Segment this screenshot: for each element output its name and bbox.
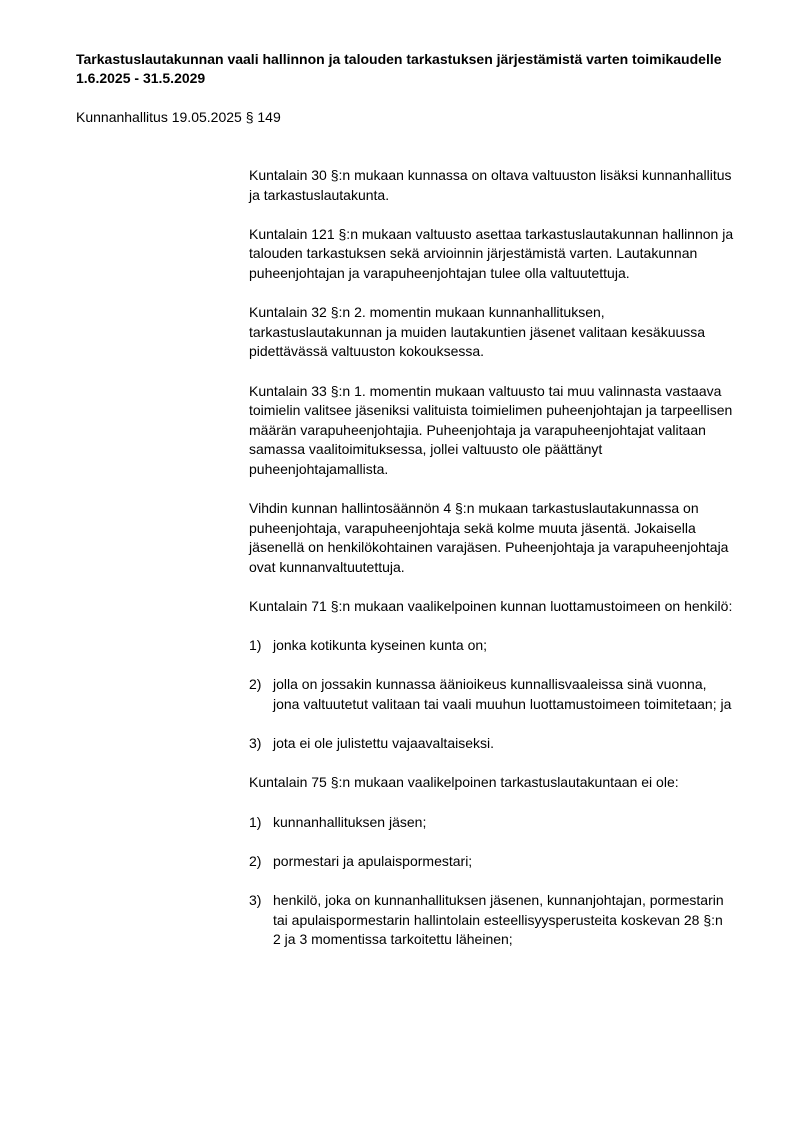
list-text: pormestari ja apulaispormestari; [273,852,473,869]
list-number: 1) [249,813,262,830]
body-paragraph: Kuntalain 121 §:n mukaan valtuusto asettaa tarkastuslautakunnan hallinnon ja talouden tarkastuksen sekä arvioinnin järjestämistä varten. Lautakunnan puheenjohtajan ja varapuheenjohtajan tulee olla valtuutettuja. [249,225,734,281]
list-number: 2) [249,676,262,693]
body-paragraph: Kuntalain 71 §:n mukaan vaalikelpoinen kunnan luottamustoimeen on henkilö: [249,598,733,615]
list-item [249,891,734,950]
body-paragraph: Kuntalain 30 §:n mukaan kunnassa on oltava valtuuston lisäksi kunnanhallitus ja tarkastuslautakunta. [249,167,732,203]
meeting-reference: Kunnanhallitus 19.05.2025 § 149 [76,109,281,125]
document-title: Tarkastuslautakunnan vaali hallinnon ja talouden tarkastuksen järjestämistä varten toimikaudelle 1.6.2025 - 31.5.2029 [76,51,722,86]
body-paragraph: Kuntalain 32 §:n 2. momentin mukaan kunnanhallituksen, tarkastuslautakunnan ja muiden lautakuntien jäsenet valitaan kesäkuussa pidettävässä valtuuston kokouksessa. [249,304,706,360]
list-text: kunnanhallituksen jäsen; [273,813,427,830]
list-item [249,675,734,714]
body-paragraph: Kuntalain 33 §:n 1. momentin mukaan valtuusto tai muu valinnasta vastaava toimielin valitsee jäseniksi valituista toimielimen puheenjohtajan ja tarpeellisen määrän varapuheenjohtajia. Puheenjohtaja ja varapuheenjohtajat valitaan samassa vaalitoimituksessa, jollei valtuusto ole päättänyt puheenjohtajamallista. [249,382,733,477]
list-number: 1) [249,637,262,654]
list-number: 2) [249,852,262,869]
body-paragraph: Vihdin kunnan hallintosäännön 4 §:n mukaan tarkastuslautakunnassa on puheenjohtaja, varapuheenjohtaja sekä kolme muuta jäsentä. Jokaisella jäsenellä on henkilökohtainen varajäsen. Puheenjohtaja ja varapuheenjohtaja ovat kunnanvaltuutettuja. [249,500,729,575]
list-item [249,813,734,833]
list-item [249,734,734,754]
list-item [249,636,734,656]
list-text: jota ei ole julistettu vajaavaltaiseksi. [273,735,495,752]
list-text: jonka kotikunta kyseinen kunta on; [273,637,488,654]
list-text: jolla on jossakin kunnassa äänioikeus kunnallisvaaleissa sinä vuonna, jona valtuutetut valitaan tai vaali muuhun luottamustoimeen toimitetaan; ja [273,676,732,713]
list-number: 3) [249,891,262,908]
document-body [249,166,734,969]
list-number: 3) [249,735,262,752]
body-paragraph: Kuntalain 75 §:n mukaan vaalikelpoinen tarkastuslautakuntaan ei ole: [249,774,679,791]
list-item [249,852,734,872]
list-text: henkilö, joka on kunnanhallituksen jäsenen, kunnanjohtajan, pormestarin tai apulaispormestarin hallintolain esteellisyysperusteita koskevan 28 §:n 2 ja 3 momentissa tarkoitettu läheinen; [273,891,724,948]
